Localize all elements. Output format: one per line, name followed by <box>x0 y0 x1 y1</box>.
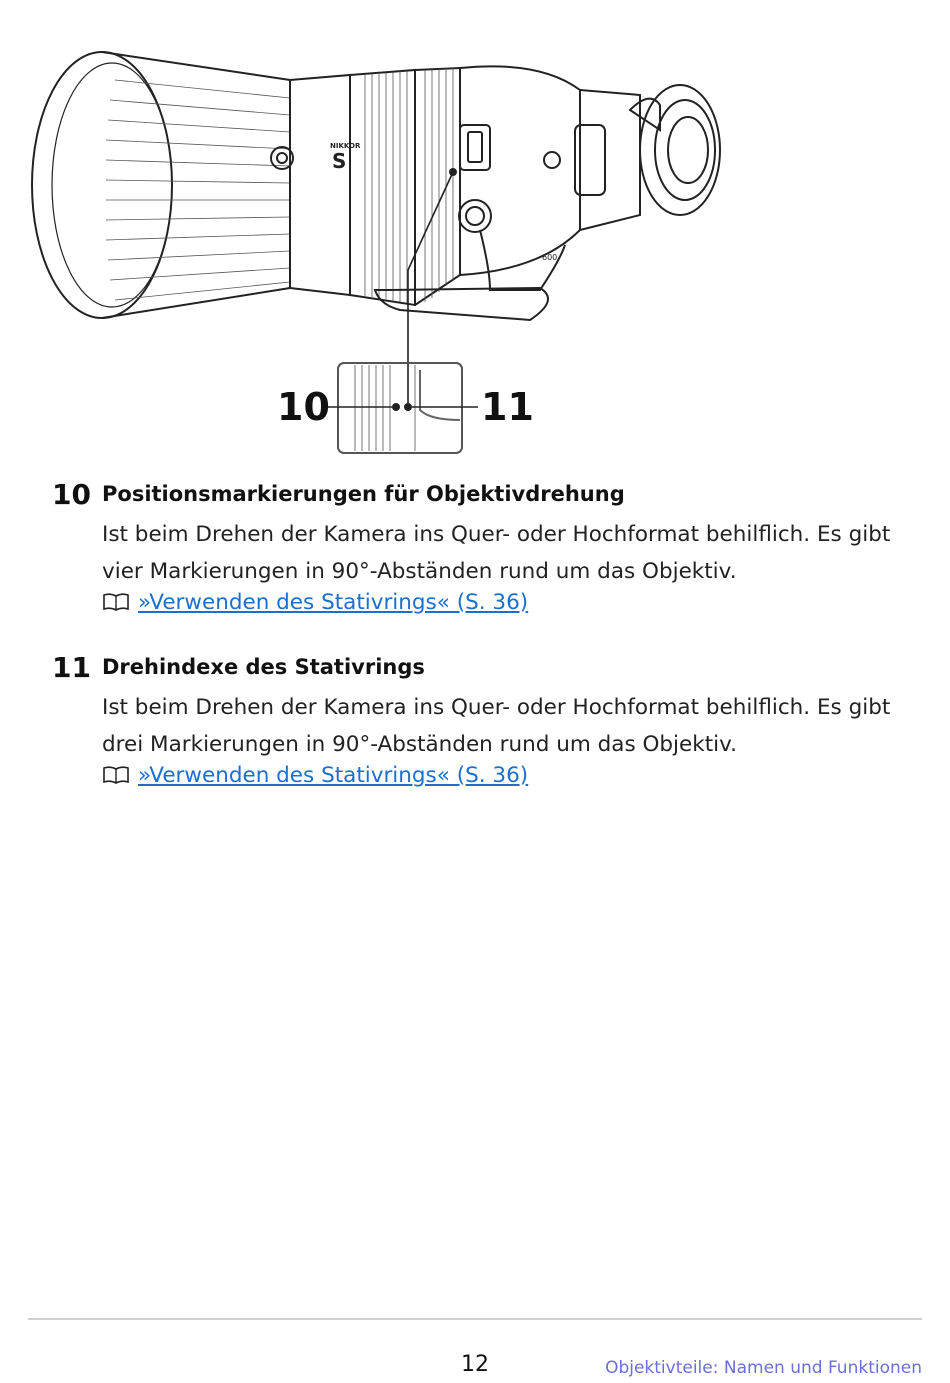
item-number: 10 <box>52 478 91 511</box>
item-title: Positionsmarkierungen für Objektivdrehung <box>102 482 625 506</box>
focal-length-label: 600 <box>542 253 558 262</box>
callout-11: 11 <box>481 385 534 429</box>
footer-section-link[interactable]: Objektivteile: Namen und Funktionen <box>605 1358 922 1378</box>
reference-link-stativring[interactable]: »Verwenden des Stativrings« (S. 36) <box>138 763 529 788</box>
lens-series-mark: S <box>332 149 347 173</box>
item-reference <box>102 590 528 615</box>
reference-link-stativring[interactable]: »Verwenden des Stativrings« (S. 36) <box>138 590 529 615</box>
item-description: Ist beim Drehen der Kamera ins Quer- oder Hochformat behilflich. Es gibt vier Markierungen in 90°-Abständen rund um das Objektiv. <box>102 522 891 584</box>
item-number: 11 <box>52 651 91 684</box>
item-title: Drehindexe des Stativrings <box>102 655 425 679</box>
book-reference-icon <box>102 592 130 612</box>
footer-divider <box>28 1318 922 1320</box>
item-description: Ist beim Drehen der Kamera ins Quer- oder Hochformat behilflich. Es gibt drei Markierungen in 90°-Abständen rund um das Objektiv. <box>102 695 891 757</box>
callout-10: 10 <box>277 385 330 429</box>
item-reference <box>102 763 528 788</box>
page-number: 12 <box>461 1352 489 1377</box>
lens-illustration <box>20 20 740 460</box>
lens-brand-label: NIKKOR <box>330 142 361 150</box>
book-reference-icon <box>102 765 130 785</box>
